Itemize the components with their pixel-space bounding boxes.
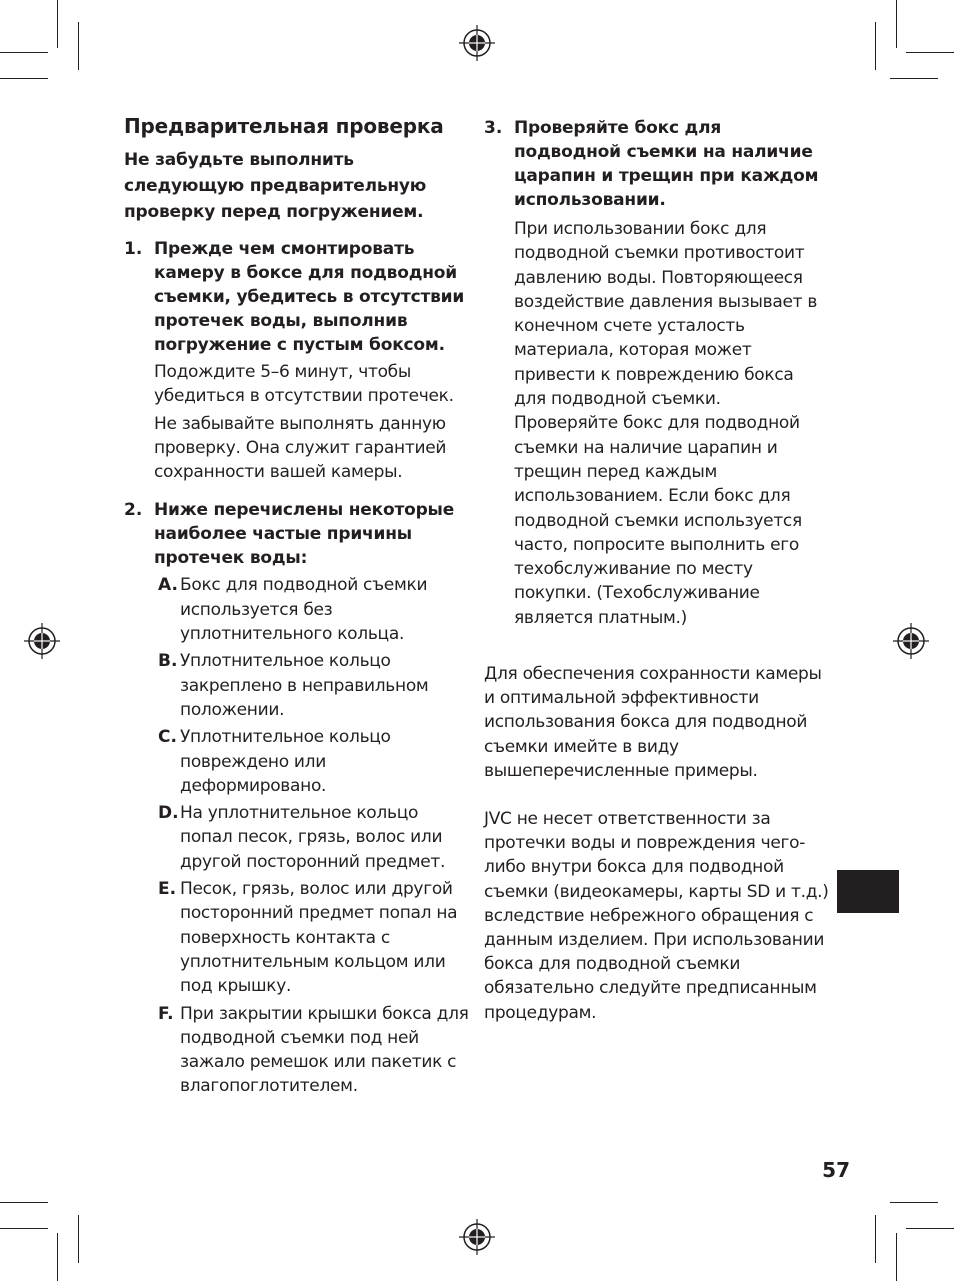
right-column — [484, 116, 829, 1025]
item-title: Ниже перечислены некоторые наиболее частые причины протечек воды: — [154, 500, 455, 569]
crop-mark — [890, 78, 938, 79]
cause-letter: C. — [158, 727, 177, 748]
cause-letter: D. — [158, 803, 179, 824]
crop-mark — [78, 22, 79, 70]
cause-item-d — [154, 801, 470, 874]
item-paragraph: Подождите 5–6 минут, чтобы убедиться в отсутствии протечек. — [154, 362, 454, 407]
cause-item-b — [154, 649, 470, 722]
list-item-1 — [124, 237, 470, 484]
crop-mark — [57, 1233, 58, 1281]
crop-mark — [0, 1228, 48, 1229]
list-item-2 — [124, 498, 470, 1098]
cause-letter: A. — [158, 575, 178, 596]
lead-paragraph: Не забудьте выполнить следующую предварительную проверку перед погружением. — [124, 150, 427, 222]
crop-mark — [57, 0, 58, 48]
cause-letter: B. — [158, 651, 178, 672]
page-number: 57 — [822, 1158, 850, 1182]
item-paragraph: Не забывайте выполнять данную проверку. Она служит гарантией сохранности вашей камеры. — [154, 413, 447, 483]
crop-mark — [0, 1202, 48, 1203]
cause-text: Уплотнительное кольцо закреплено в неправильном положении. — [180, 651, 429, 720]
item-title: Прежде чем смонтировать камеру в боксе для подводной съемки, убедитесь в отсутствии протечек воды, выполнив погружение с пустым боксом. — [154, 239, 465, 355]
jvc-disclaimer-paragraph: JVC не несет ответственности за протечки воды и повреждения чего-либо внутри бокса для подводной съемки (видеокамеры, карты SD и т.д.) вследствие небрежного обращения с данным изделием. При использовании бокса для подводной съемки обязательно следуйте предписанным процедурам. — [484, 809, 829, 1023]
cause-letter: E. — [158, 879, 177, 900]
crop-mark — [0, 78, 48, 79]
crop-mark — [906, 1228, 954, 1229]
crop-mark — [78, 1215, 79, 1263]
item-paragraph: При использовании бокс для подводной съемки противостоит давлению воды. Повторяющееся воздействие давления вызывает в конечном счете усталость материала, которая может привести к повреждению бокса для подводной съемки. Проверяйте бокс для подводной съемки на наличие царапин и трещин перед каждым использованием. Если бокс для подводной съемки используется часто, попросите выполнить его техобслуживание по месту покупки. (Техобслуживание является платным.) — [514, 219, 818, 628]
cause-letter: F. — [158, 1003, 174, 1024]
cause-item-f — [154, 1002, 470, 1099]
crop-mark — [875, 22, 876, 70]
cause-item-e — [154, 877, 470, 998]
registration-mark-bottom — [459, 1219, 495, 1255]
cause-text: Бокс для подводной съемки используется без уплотнительного кольца. — [180, 575, 428, 645]
crop-mark — [906, 52, 954, 53]
item-title: Проверяйте бокс для подводной съемки на наличие царапин и трещин при каждом использовании. — [514, 118, 819, 210]
section-tab — [837, 870, 899, 913]
registration-mark-top — [459, 25, 495, 61]
registration-mark-right — [893, 623, 929, 659]
cause-text: При закрытии крышки бокса для подводной съемки под ней зажало ремешок или пакетик с влагопоглотителем. — [180, 1003, 469, 1097]
cause-text: На уплотнительное кольцо попал песок, грязь, волос или другой посторонний предмет. — [180, 803, 446, 872]
left-column — [124, 113, 470, 1099]
item-number: 3. — [484, 118, 503, 138]
section-heading: Предварительная проверка — [124, 114, 444, 138]
cause-item-c — [154, 725, 470, 798]
cause-text: Уплотнительное кольцо повреждено или деформировано. — [180, 727, 391, 796]
crop-mark — [896, 1233, 897, 1281]
crop-mark — [0, 52, 48, 53]
crop-mark — [890, 1202, 938, 1203]
spacer — [484, 783, 829, 807]
crop-mark — [875, 1215, 876, 1263]
list-item-3 — [484, 116, 829, 630]
spacer — [484, 630, 829, 662]
item-number: 2. — [124, 500, 143, 521]
crop-mark — [896, 0, 897, 48]
cause-item-a — [154, 573, 470, 646]
registration-mark-left — [24, 623, 60, 659]
cause-text: Песок, грязь, волос или другой посторонний предмет попал на поверхность контакта с уплотнительным кольцом или под крышку. — [180, 879, 458, 997]
safety-paragraph: Для обеспечения сохранности камеры и оптимальной эффективности использования бокса для подводной съемки имейте в виду вышеперечисленные примеры. — [484, 664, 822, 781]
item-number: 1. — [124, 239, 143, 259]
